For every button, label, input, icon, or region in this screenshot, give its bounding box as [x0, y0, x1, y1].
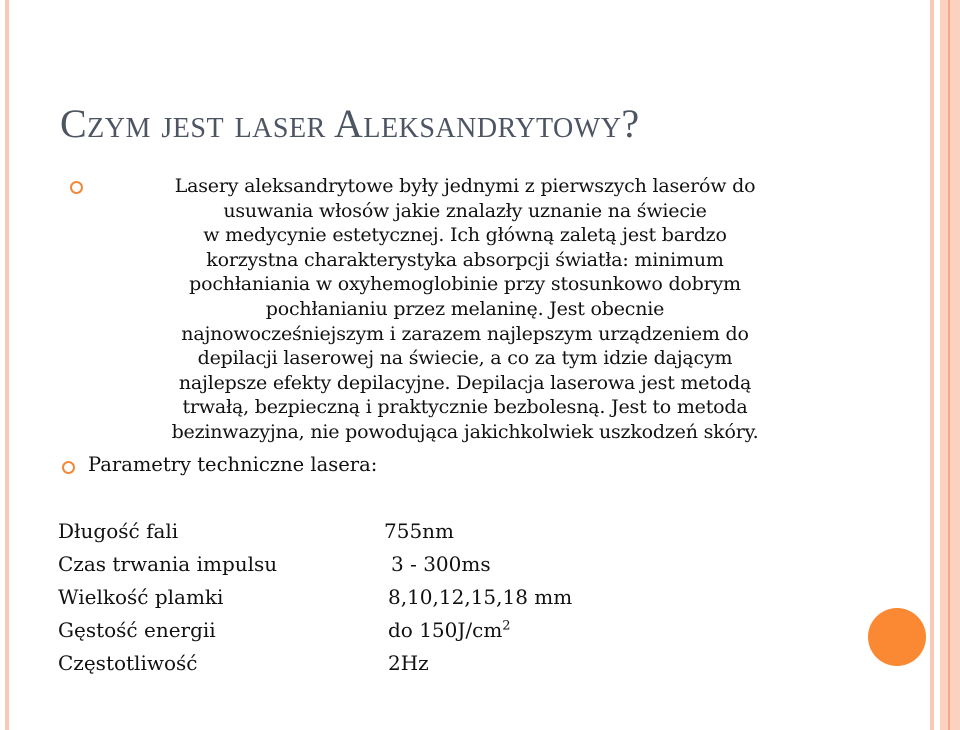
- right-border-band: [940, 0, 960, 730]
- parameter-value: 3 - 300ms: [391, 552, 491, 576]
- text-line: pochłaniania w oxyhemoglobinie przy stosunkowo dobrym: [189, 273, 741, 296]
- parameter-value: 755nm: [384, 519, 455, 543]
- text-line: bezinwazyjna, nie powodująca jakichkolwiek uszkodzeń skóry.: [171, 420, 759, 443]
- slide-title: Czym jest laser Aleksandrytowy?: [60, 101, 640, 146]
- parameter-row: [58, 651, 429, 675]
- description-paragraph: [80, 174, 850, 445]
- superscript: 2: [502, 618, 511, 634]
- parameter-label: Czas trwania impulsu: [58, 552, 278, 576]
- parameter-row: [58, 585, 573, 609]
- parameter-label: Gęstość energii: [58, 618, 216, 642]
- parameter-value-text: do 150J/cm: [388, 618, 503, 642]
- parameter-value: 2Hz: [388, 651, 429, 675]
- text-line: depilacji laserowej na świecie, a co za tym idzie dającym: [197, 347, 733, 370]
- text-line: najlepsze efekty depilacyjne. Depilacja laserowa jest metodą: [178, 371, 752, 394]
- text-line: najnowocześniejszym i zarazem najlepszym urządzeniem do: [181, 322, 749, 345]
- text-line: usuwania włosów jakie znalazły uznanie na świecie: [223, 199, 707, 222]
- right-border-stripe: [930, 0, 934, 730]
- parameter-row: [58, 519, 455, 543]
- parameter-label: Częstotliwość: [58, 651, 198, 675]
- parameter-row: [58, 618, 511, 642]
- right-border-line: [948, 0, 950, 730]
- text-line: korzystna charakterystyka absorpcji światła: minimum: [206, 248, 724, 271]
- parameter-value: [388, 618, 511, 642]
- parameter-label: Wielkość plamki: [58, 585, 224, 609]
- decorative-orange-circle: [868, 608, 926, 666]
- parameters-heading: Parametry techniczne lasera:: [88, 453, 378, 476]
- text-line: trwałą, bezpieczną i praktycznie bezbolesną. Jest to metoda: [182, 396, 748, 419]
- text-line: w medycynie estetycznej. Ich główną zaletą jest bardzo: [203, 224, 727, 247]
- bullet-circle-icon: [62, 461, 75, 474]
- text-line: pochłanianiu przez melaninę. Jest obecnie: [265, 297, 665, 320]
- left-border-stripe: [5, 0, 9, 730]
- parameter-label: Długość fali: [58, 519, 179, 543]
- text-line: Lasery aleksandrytowe były jednymi z pierwszych laserów do: [174, 175, 756, 197]
- parameter-value: 8,10,12,15,18 mm: [388, 585, 573, 609]
- parameter-row: [58, 552, 491, 576]
